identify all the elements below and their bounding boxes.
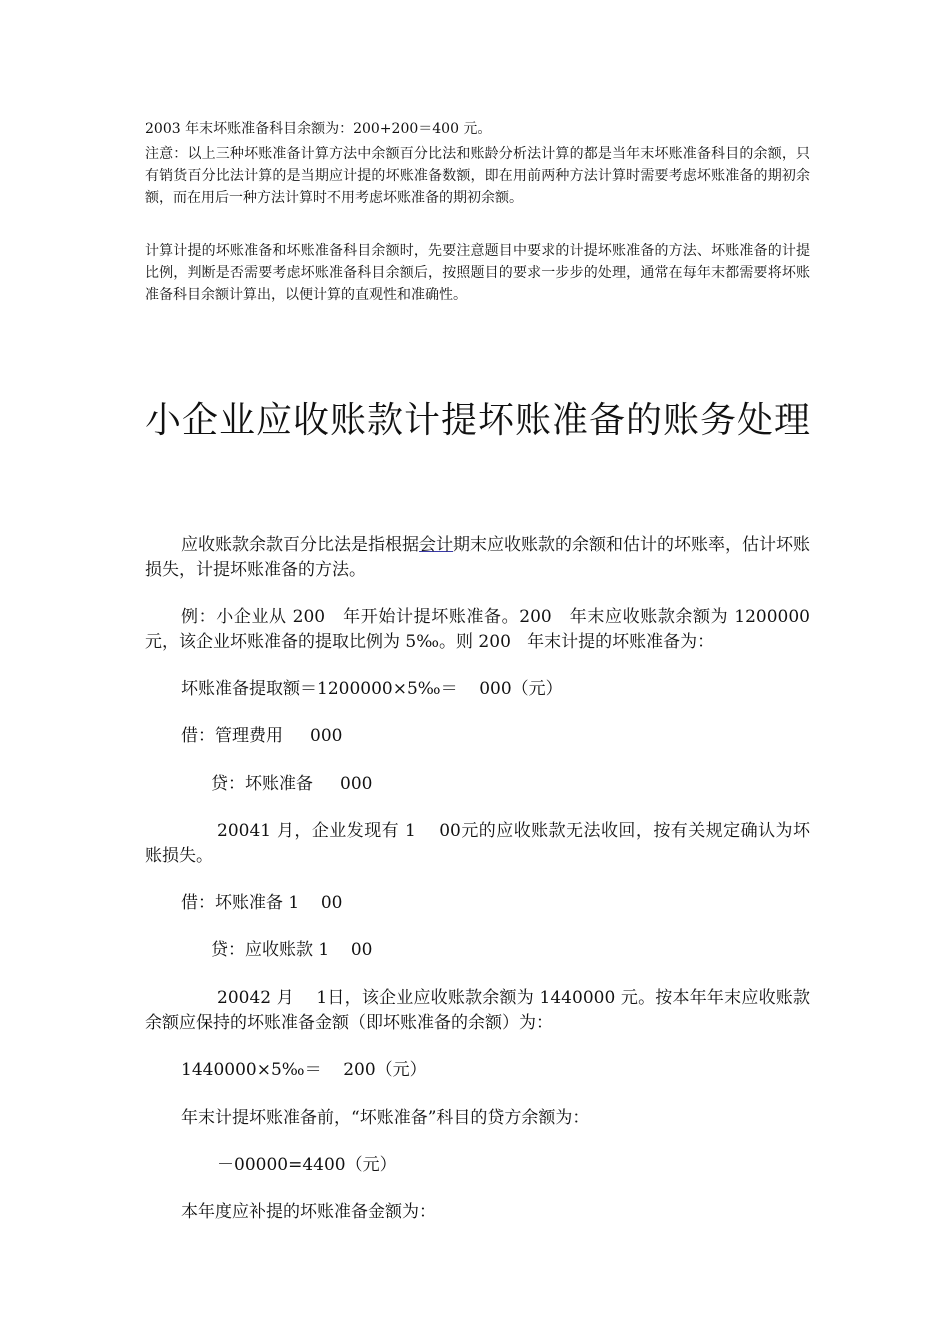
balance-formula: －00000=4400（元）: [217, 1155, 397, 1175]
accounting-link[interactable]: 会计: [419, 535, 453, 555]
intro-paragraph-3: 计算计提的坏账准备和坏账准备科目余额时，先要注意题目中要求的计提坏账准备的方法、坏账准备的计提比例，判断是否需要考虑坏账准备科目余额后，按照题目的要求一步步的处理，通常在每年末都需要将坏账准备科目余额计算出，以便计算的直观性和准确性。: [145, 243, 810, 303]
year-end-formula: 1440000×5‰＝ 200（元）: [181, 1060, 427, 1080]
article-paragraph-writeoff: 20041 月，企业发现有 1 00元的应收账款无法收回，按有关规定确认为坏账损失。: [145, 821, 810, 866]
article-paragraph-year-end: 20042 月 1日，该企业应收账款余额为 1440000 元。按本年年末应收账款余额应保持的坏账准备金额（即坏账准备的余额）为：: [145, 988, 810, 1033]
provision-formula: 坏账准备提取额＝1200000×5‰＝ 000（元）: [181, 679, 563, 699]
article-title: 小企业应收账款计提坏账准备的账务处理: [145, 400, 812, 441]
article-paragraph-supplement: 本年度应补提的坏账准备金额为：: [181, 1202, 436, 1222]
journal-credit-1: 贷：坏账准备 000: [211, 774, 373, 794]
article-paragraph-example: 例：小企业从 200 年开始计提坏账准备。200 年末应收账款余额为 1200000 元，该企业坏账准备的提取比例为 5‰。则 200 年末计提的坏账准备为：: [145, 607, 816, 652]
intro-paragraph-2: 注意：以上三种坏账准备计算方法中余额百分比法和账龄分析法计算的都是当年末坏账准备科目的余额，只有销货百分比法计算的是当期应计提的坏账准备数额，即在用前两种方法计算时需要考虑坏账准备的期初余额，而在用后一种方法计算时不用考虑坏账准备的期初余额。: [145, 146, 810, 206]
journal-debit-2: 借：坏账准备 1 00: [181, 893, 343, 913]
definition-text-start: 应收账款余款百分比法是指根据: [181, 535, 419, 555]
journal-credit-2: 贷：应收账款 1 00: [211, 940, 373, 960]
journal-debit-1: 借：管理费用 000: [181, 726, 343, 746]
article-paragraph-balance: 年末计提坏账准备前，“坏账准备”科目的贷方余额为：: [181, 1108, 590, 1128]
definition-text-end: 期末应收账款的余额和估计的坏账率，估计坏账损失，计提坏账准备的方法。: [145, 535, 810, 580]
intro-paragraph-1: 2003 年末坏账准备科目余额为：200+200＝400 元。: [145, 121, 492, 137]
article-paragraph-definition: [145, 533, 810, 583]
